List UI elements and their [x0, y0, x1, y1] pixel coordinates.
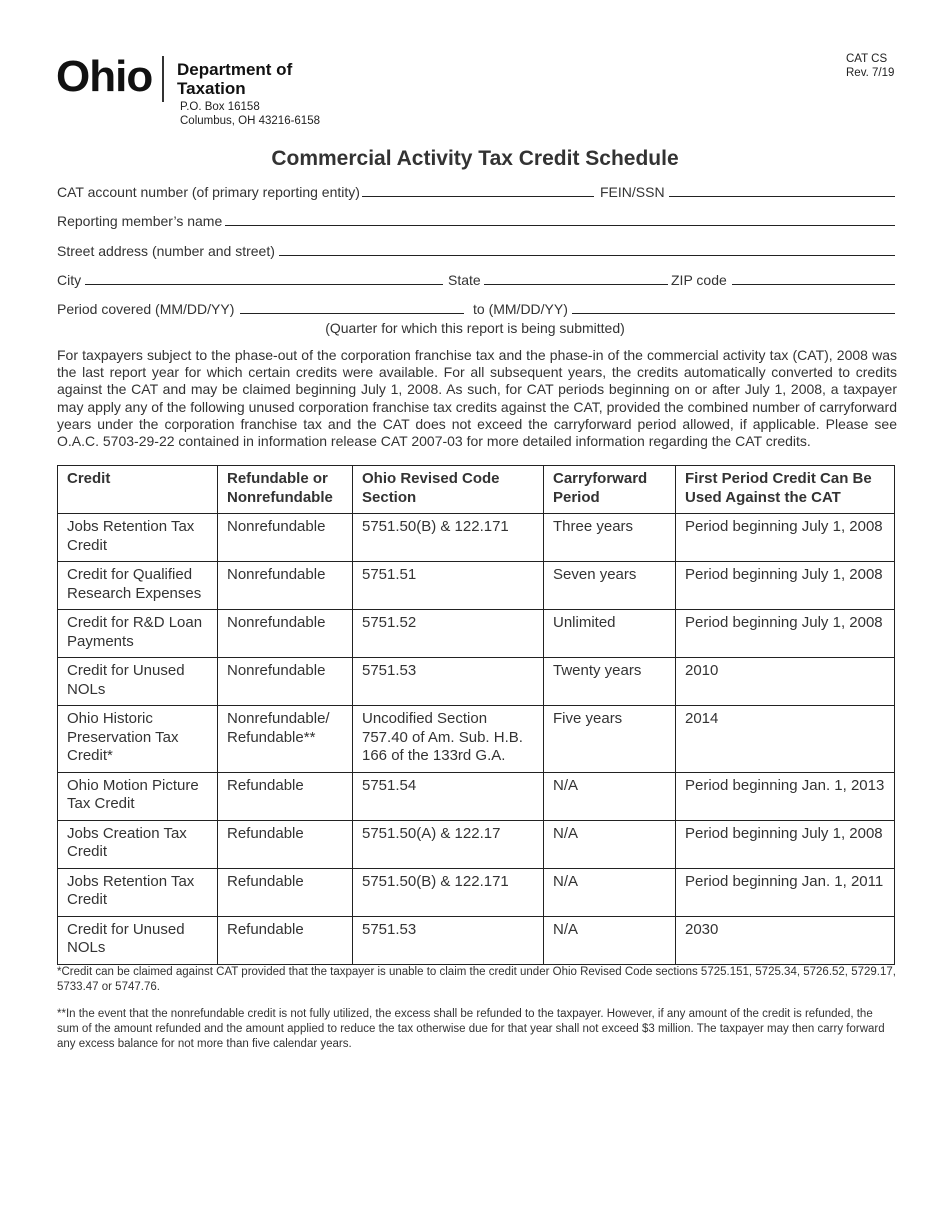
- cell-credit: Credit for R&D Loan Payments: [58, 610, 218, 658]
- cell-credit: Credit for Unused NOLs: [58, 658, 218, 706]
- header-credit: Credit: [58, 466, 218, 514]
- city-label: City: [57, 272, 82, 288]
- cell-carryforward: Unlimited: [544, 610, 676, 658]
- cell-first-period: Period beginning July 1, 2008: [676, 514, 895, 562]
- cell-code-section: Uncodified Section 757.40 of Am. Sub. H.B. 166 of the 133rd G.A.: [353, 706, 544, 773]
- period-note: (Quarter for which this report is being submitted): [325, 320, 625, 336]
- header-refundable: Refundable or Nonrefundable: [218, 466, 353, 514]
- cell-code-section: 5751.52: [353, 610, 544, 658]
- member-name-field[interactable]: [225, 225, 895, 226]
- street-address-field[interactable]: [279, 255, 895, 256]
- cell-credit: Jobs Creation Tax Credit: [58, 820, 218, 868]
- table-header-row: [58, 466, 895, 514]
- form-revision: Rev. 7/19: [846, 66, 895, 79]
- cell-first-period: Period beginning Jan. 1, 2011: [676, 868, 895, 916]
- intro-paragraph: For taxpayers subject to the phase-out of the corporation franchise tax and the phase-in of the commercial activity tax (CAT), 2008 was the last report year for which certain credits were available. For all subsequent years, the credits automatically converted to credits against the CAT and may be claimed beginning July 1, 2008. As such, for CAT periods beginning on or after July 1, 2008, a taxpayer may apply any of the following unused corporation franchise tax credits against the CAT, provided the combined number of carryforward years under the corporation franchise tax and the CAT does not exceed the carryforward period allowed, if applicable. Please see O.A.C. 5703-29-22 contained in information release CAT 2007-03 for more detailed information regarding the CAT credits.: [57, 347, 897, 450]
- cell-refundable: Refundable: [218, 820, 353, 868]
- cell-code-section: 5751.53: [353, 658, 544, 706]
- table-row: [58, 820, 895, 868]
- cell-refundable: Refundable: [218, 868, 353, 916]
- cell-code-section: 5751.53: [353, 916, 544, 964]
- address-line-1: P.O. Box 16158: [180, 101, 260, 113]
- cell-code-section: 5751.51: [353, 562, 544, 610]
- fein-field[interactable]: [669, 196, 895, 197]
- cell-first-period: 2010: [676, 658, 895, 706]
- cell-refundable: Refundable: [218, 916, 353, 964]
- footnote-single-asterisk: *Credit can be claimed against CAT provided that the taxpayer is unable to claim the credit under Ohio Revised Code sections 5725.151, 5725.34, 5726.52, 5729.17, 5733.47 or 5747.76.: [57, 966, 896, 993]
- credits-table: [57, 465, 895, 965]
- cell-code-section: 5751.50(B) & 122.171: [353, 514, 544, 562]
- cell-refundable: Nonrefundable: [218, 562, 353, 610]
- table-row: [58, 706, 895, 773]
- cat-account-field[interactable]: [362, 196, 594, 197]
- header-first-period: First Period Credit Can Be Used Against the CAT: [676, 466, 895, 514]
- cell-refundable: Nonrefundable: [218, 514, 353, 562]
- table-row: [58, 772, 895, 820]
- address-line-2: Columbus, OH 43216-6158: [180, 114, 320, 127]
- cell-first-period: Period beginning Jan. 1, 2013: [676, 772, 895, 820]
- cell-credit: Credit for Unused NOLs: [58, 916, 218, 964]
- cell-credit: Jobs Retention Tax Credit: [58, 868, 218, 916]
- ohio-logo: Ohio: [56, 52, 153, 101]
- table-row: [58, 514, 895, 562]
- footnote-double-asterisk: **In the event that the nonrefundable credit is not fully utilized, the excess shall be refunded to the taxpayer. However, if any amount of the credit is refunded, the sum of the amount refunded and the amount applied to reduce the tax otherwise due for that year shall not exceed $3 million. The taxpayer may then carry forward any excess balance for not more than five calendar years.: [57, 1008, 885, 1050]
- cell-credit: Jobs Retention Tax Credit: [58, 514, 218, 562]
- cell-first-period: 2030: [676, 916, 895, 964]
- cell-first-period: Period beginning July 1, 2008: [676, 820, 895, 868]
- cell-credit: Ohio Motion Picture Tax Credit: [58, 772, 218, 820]
- department-line-1: Department of: [177, 60, 293, 79]
- period-to-field[interactable]: [572, 313, 895, 314]
- form-identifier: [846, 53, 894, 80]
- cell-carryforward: N/A: [544, 820, 676, 868]
- cell-carryforward: Five years: [544, 706, 676, 773]
- cell-first-period: Period beginning July 1, 2008: [676, 610, 895, 658]
- table-row: [58, 868, 895, 916]
- period-to-label: to (MM/DD/YY): [473, 301, 568, 317]
- street-address-label: Street address (number and street): [57, 243, 275, 259]
- cell-carryforward: Three years: [544, 514, 676, 562]
- cell-refundable: Nonrefundable: [218, 658, 353, 706]
- cell-credit: Credit for Qualified Research Expenses: [58, 562, 218, 610]
- cell-credit: Ohio Historic Preservation Tax Credit*: [58, 706, 218, 773]
- header-carryforward: Carryforward Period: [544, 466, 676, 514]
- period-from-label: Period covered (MM/DD/YY): [57, 301, 235, 317]
- period-from-field[interactable]: [240, 313, 464, 314]
- page-title: Commercial Activity Tax Credit Schedule: [271, 147, 679, 170]
- cell-refundable: Nonrefundable: [218, 610, 353, 658]
- cell-first-period: Period beginning July 1, 2008: [676, 562, 895, 610]
- table-row: [58, 562, 895, 610]
- header-code-section: Ohio Revised Code Section: [353, 466, 544, 514]
- cell-first-period: 2014: [676, 706, 895, 773]
- cell-carryforward: N/A: [544, 772, 676, 820]
- cell-code-section: 5751.50(B) & 122.171: [353, 868, 544, 916]
- form-code: CAT CS: [846, 53, 888, 65]
- cell-code-section: 5751.54: [353, 772, 544, 820]
- member-name-label: Reporting member’s name: [57, 213, 223, 229]
- table-row: [58, 658, 895, 706]
- cell-carryforward: Seven years: [544, 562, 676, 610]
- table-row: [58, 916, 895, 964]
- cell-carryforward: N/A: [544, 868, 676, 916]
- logo-divider: [162, 56, 164, 102]
- cell-refundable: Nonrefundable/ Refundable**: [218, 706, 353, 773]
- zip-label: ZIP code: [671, 272, 727, 288]
- cell-carryforward: Twenty years: [544, 658, 676, 706]
- department-line-2: Taxation: [177, 79, 246, 98]
- cell-carryforward: N/A: [544, 916, 676, 964]
- zip-field[interactable]: [732, 284, 895, 285]
- department-name: [177, 60, 292, 98]
- city-field[interactable]: [85, 284, 443, 285]
- cell-refundable: Refundable: [218, 772, 353, 820]
- cat-account-label: CAT account number (of primary reporting entity): [57, 184, 360, 200]
- fein-label: FEIN/SSN: [600, 184, 665, 200]
- table-row: [58, 610, 895, 658]
- department-address: [180, 101, 320, 128]
- state-field[interactable]: [484, 284, 668, 285]
- state-label: State: [448, 272, 481, 288]
- cell-code-section: 5751.50(A) & 122.17: [353, 820, 544, 868]
